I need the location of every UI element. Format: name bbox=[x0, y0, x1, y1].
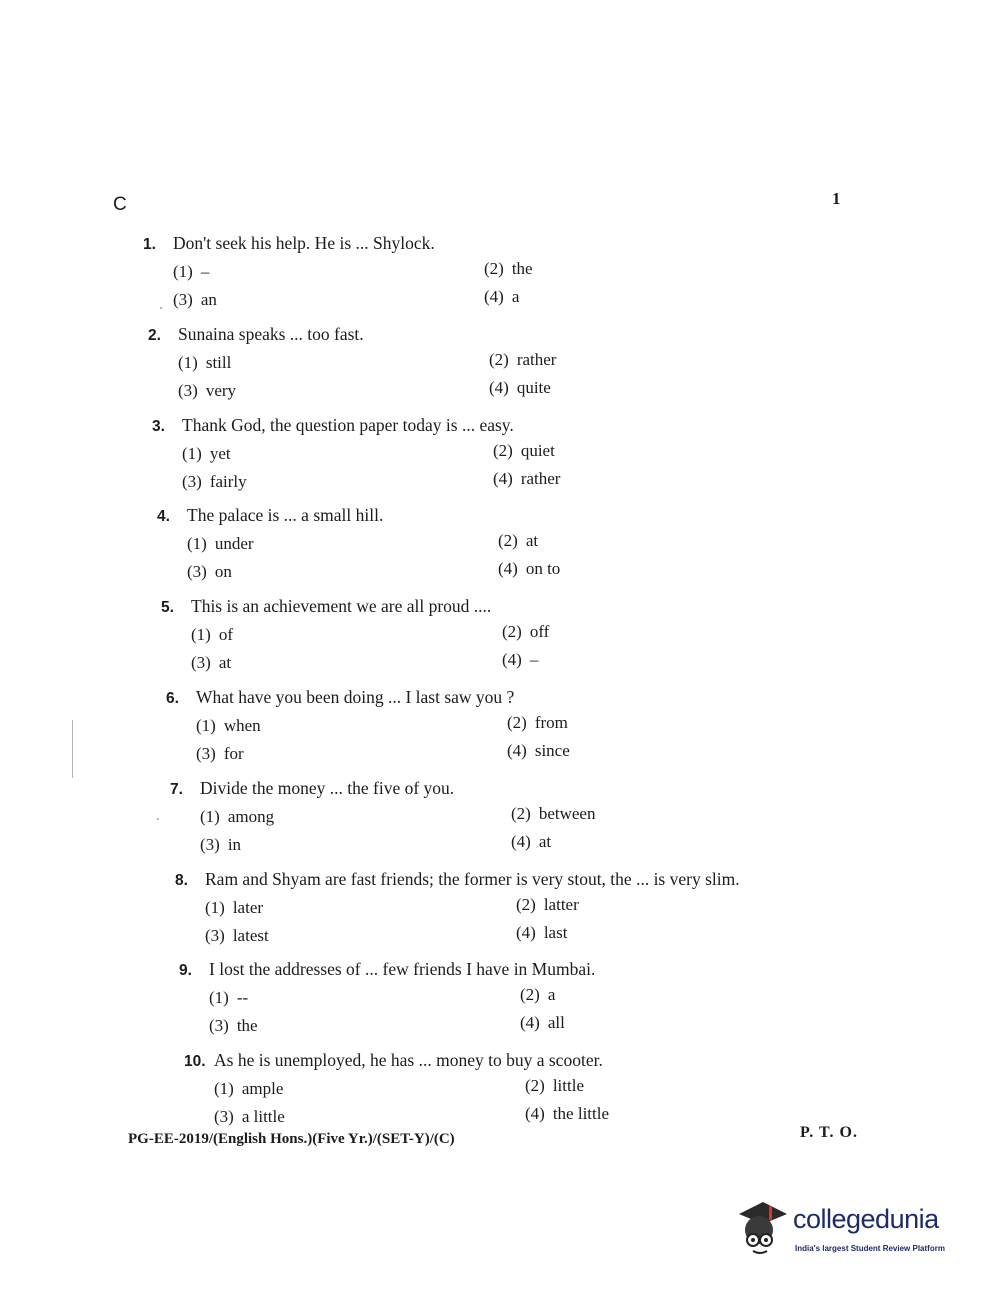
question-item bbox=[166, 687, 886, 771]
paper-code: PG-EE-2019/(English Hons.)(Five Yr.)/(SET-Y)/(C) bbox=[128, 1131, 455, 1147]
option-text: a bbox=[511, 287, 520, 306]
answer-option[interactable] bbox=[489, 378, 551, 398]
answer-option[interactable] bbox=[187, 562, 232, 582]
option-number: (4) bbox=[525, 1104, 545, 1123]
question-text: What have you been doing ... I last saw you ? bbox=[196, 687, 515, 707]
answer-option[interactable] bbox=[214, 1079, 283, 1099]
option-text: still bbox=[205, 353, 232, 372]
option-text: a bbox=[547, 985, 556, 1004]
option-number: (3) bbox=[173, 290, 193, 309]
option-number: (1) bbox=[209, 988, 229, 1007]
answer-option[interactable] bbox=[489, 350, 556, 370]
option-text: -- bbox=[236, 988, 249, 1007]
option-number: (1) bbox=[187, 534, 207, 553]
option-number: (3) bbox=[182, 472, 202, 491]
question-number: 2. bbox=[148, 327, 161, 344]
question-text-line bbox=[175, 869, 740, 890]
answer-option[interactable] bbox=[493, 441, 555, 461]
answer-option[interactable] bbox=[498, 531, 538, 551]
answer-option[interactable] bbox=[493, 469, 560, 489]
option-number: (3) bbox=[209, 1016, 229, 1035]
answer-option[interactable] bbox=[178, 381, 236, 401]
question-item bbox=[184, 1050, 904, 1134]
question-number: 6. bbox=[166, 690, 179, 707]
option-number: (4) bbox=[493, 469, 513, 488]
question-item bbox=[179, 959, 899, 1043]
option-number: (1) bbox=[205, 898, 225, 917]
option-number: (2) bbox=[493, 441, 513, 460]
answer-option[interactable] bbox=[214, 1107, 285, 1127]
question-text: As he is unemployed, he has ... money to buy a scooter. bbox=[214, 1050, 603, 1070]
question-text-line bbox=[157, 505, 383, 526]
option-number: (2) bbox=[507, 713, 527, 732]
answer-option[interactable] bbox=[498, 559, 560, 579]
question-text: The palace is ... a small hill. bbox=[187, 505, 384, 525]
answer-option[interactable] bbox=[200, 807, 274, 827]
answer-option[interactable] bbox=[525, 1104, 609, 1124]
answer-option[interactable] bbox=[205, 898, 263, 918]
option-text: – bbox=[529, 650, 539, 669]
option-number: (4) bbox=[484, 287, 504, 306]
brand-name: collegedunia bbox=[793, 1204, 939, 1234]
question-item bbox=[143, 233, 863, 317]
option-number: (3) bbox=[214, 1107, 234, 1126]
option-text: very bbox=[205, 381, 237, 400]
option-number: (4) bbox=[498, 559, 518, 578]
option-number: (2) bbox=[520, 985, 540, 1004]
question-text: I lost the addresses of ... few friends I have in Mumbai. bbox=[209, 959, 596, 979]
option-text: for bbox=[223, 744, 244, 763]
option-number: (1) bbox=[191, 625, 211, 644]
question-text: Don't seek his help. He is ... Shylock. bbox=[173, 233, 435, 253]
answer-option[interactable] bbox=[502, 622, 549, 642]
question-item bbox=[152, 415, 872, 499]
option-text: on bbox=[214, 562, 232, 581]
option-number: (3) bbox=[178, 381, 198, 400]
option-text: in bbox=[227, 835, 242, 854]
option-text: among bbox=[227, 807, 275, 826]
question-text: Divide the money ... the five of you. bbox=[200, 778, 455, 798]
option-text: the bbox=[511, 259, 533, 278]
option-text: last bbox=[543, 923, 568, 942]
answer-option[interactable] bbox=[516, 923, 567, 943]
answer-option[interactable] bbox=[196, 744, 244, 764]
question-text-line bbox=[170, 778, 454, 799]
question-number: 4. bbox=[157, 508, 170, 525]
answer-option[interactable] bbox=[516, 895, 579, 915]
student-mascot-icon bbox=[733, 1196, 793, 1258]
question-number: 10. bbox=[184, 1053, 206, 1070]
option-text: at bbox=[218, 653, 232, 672]
option-number: (1) bbox=[200, 807, 220, 826]
answer-option[interactable] bbox=[520, 985, 555, 1005]
option-number: (1) bbox=[214, 1079, 234, 1098]
answer-option[interactable] bbox=[173, 262, 209, 282]
scan-mark bbox=[72, 720, 73, 778]
option-text: at bbox=[538, 832, 552, 851]
option-number: (2) bbox=[516, 895, 536, 914]
question-number: 1. bbox=[143, 236, 156, 253]
option-text: little bbox=[552, 1076, 584, 1095]
question-text: This is an achievement we are all proud .... bbox=[191, 596, 492, 616]
option-number: (4) bbox=[489, 378, 509, 397]
question-text: Ram and Shyam are fast friends; the former is very stout, the ... is very slim. bbox=[205, 869, 740, 889]
brand-tagline: India's largest Student Review Platform bbox=[795, 1244, 945, 1253]
option-number: (4) bbox=[516, 923, 536, 942]
answer-option[interactable] bbox=[511, 832, 551, 852]
answer-option[interactable] bbox=[484, 287, 519, 307]
question-text: Sunaina speaks ... too fast. bbox=[178, 324, 364, 344]
option-number: (1) bbox=[196, 716, 216, 735]
question-number: 5. bbox=[161, 599, 174, 616]
answer-option[interactable] bbox=[502, 650, 538, 670]
answer-option[interactable] bbox=[196, 716, 261, 736]
option-text: off bbox=[529, 622, 550, 641]
option-text: when bbox=[223, 716, 261, 735]
answer-option[interactable] bbox=[520, 1013, 565, 1033]
question-text-line bbox=[161, 596, 491, 617]
option-text: a little bbox=[241, 1107, 285, 1126]
option-text: ample bbox=[241, 1079, 284, 1098]
option-text: yet bbox=[209, 444, 231, 463]
option-text: fairly bbox=[209, 472, 247, 491]
option-number: (2) bbox=[484, 259, 504, 278]
option-text: between bbox=[538, 804, 596, 823]
option-text: latter bbox=[543, 895, 579, 914]
answer-option[interactable] bbox=[191, 625, 233, 645]
page-number: 1 bbox=[832, 189, 841, 208]
option-text: the bbox=[236, 1016, 258, 1035]
option-number: (2) bbox=[498, 531, 518, 550]
answer-option[interactable] bbox=[191, 653, 231, 673]
question-text-line bbox=[152, 415, 514, 436]
answer-option[interactable] bbox=[209, 1016, 258, 1036]
answer-option[interactable] bbox=[507, 713, 568, 733]
question-item bbox=[161, 596, 881, 680]
please-turn-over: P. T. O. bbox=[800, 1124, 858, 1141]
option-text: all bbox=[547, 1013, 565, 1032]
answer-option[interactable] bbox=[182, 472, 247, 492]
answer-option[interactable] bbox=[187, 534, 254, 554]
answer-option[interactable] bbox=[200, 835, 241, 855]
option-text: quite bbox=[516, 378, 551, 397]
option-text: rather bbox=[520, 469, 561, 488]
scan-speck bbox=[157, 818, 159, 820]
option-text: quiet bbox=[520, 441, 555, 460]
answer-option[interactable] bbox=[178, 353, 231, 373]
option-text: at bbox=[525, 531, 539, 550]
question-item bbox=[157, 505, 877, 589]
option-number: (3) bbox=[196, 744, 216, 763]
option-text: – bbox=[200, 262, 210, 281]
option-text: since bbox=[534, 741, 570, 760]
question-text-line bbox=[148, 324, 364, 345]
answer-option[interactable] bbox=[525, 1076, 584, 1096]
answer-option[interactable] bbox=[205, 926, 269, 946]
option-text: from bbox=[534, 713, 568, 732]
option-text: an bbox=[200, 290, 217, 309]
option-text: the little bbox=[552, 1104, 610, 1123]
answer-option[interactable] bbox=[507, 741, 570, 761]
answer-option[interactable] bbox=[511, 804, 595, 824]
option-number: (3) bbox=[191, 653, 211, 672]
option-text: latest bbox=[232, 926, 269, 945]
option-number: (3) bbox=[187, 562, 207, 581]
option-number: (4) bbox=[502, 650, 522, 669]
option-text: of bbox=[218, 625, 233, 644]
option-number: (1) bbox=[178, 353, 198, 372]
question-text-line bbox=[184, 1050, 603, 1071]
option-number: (1) bbox=[182, 444, 202, 463]
question-item bbox=[175, 869, 895, 953]
option-number: (2) bbox=[511, 804, 531, 823]
option-number: (2) bbox=[502, 622, 522, 641]
answer-option[interactable] bbox=[209, 988, 248, 1008]
question-text-line bbox=[143, 233, 435, 254]
answer-option[interactable] bbox=[173, 290, 217, 310]
option-number: (3) bbox=[205, 926, 225, 945]
scan-speck bbox=[160, 307, 162, 309]
option-text: later bbox=[232, 898, 264, 917]
option-text: rather bbox=[516, 350, 557, 369]
question-number: 8. bbox=[175, 872, 188, 889]
question-item bbox=[170, 778, 890, 862]
option-number: (2) bbox=[525, 1076, 545, 1095]
option-number: (4) bbox=[511, 832, 531, 851]
question-number: 9. bbox=[179, 962, 192, 979]
answer-option[interactable] bbox=[182, 444, 231, 464]
question-text-line bbox=[166, 687, 514, 708]
question-item bbox=[148, 324, 868, 408]
answer-option[interactable] bbox=[484, 259, 533, 279]
question-text-line bbox=[179, 959, 595, 980]
option-number: (4) bbox=[507, 741, 527, 760]
option-number: (1) bbox=[173, 262, 193, 281]
collegedunia-watermark bbox=[733, 1196, 963, 1266]
question-text: Thank God, the question paper today is ... easy. bbox=[182, 415, 514, 435]
question-number: 3. bbox=[152, 418, 165, 435]
option-number: (4) bbox=[520, 1013, 540, 1032]
set-letter: C bbox=[113, 194, 127, 215]
option-text: on to bbox=[525, 559, 561, 578]
question-number: 7. bbox=[170, 781, 183, 798]
option-number: (2) bbox=[489, 350, 509, 369]
option-number: (3) bbox=[200, 835, 220, 854]
option-text: under bbox=[214, 534, 254, 553]
